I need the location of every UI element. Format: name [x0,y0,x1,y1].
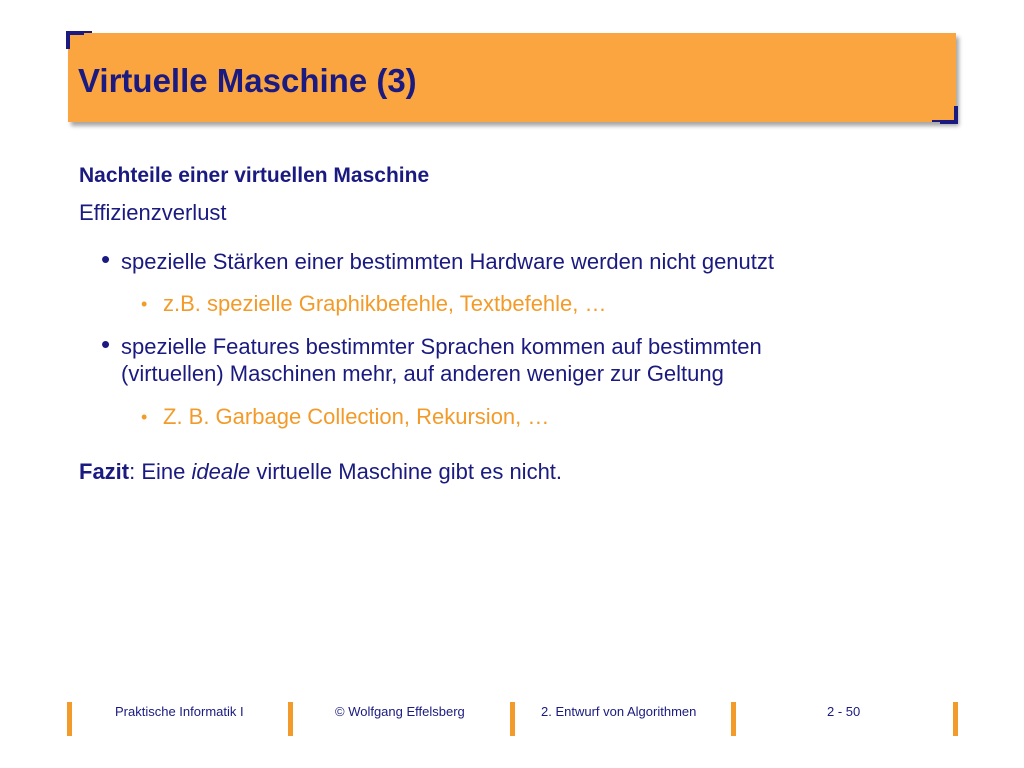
footer-author: © Wolfgang Effelsberg [335,704,465,719]
bullet-text: spezielle Stärken einer bestimmten Hardware werden nicht genutzt [121,249,774,274]
footer-chapter: 2. Entwurf von Algorithmen [541,704,697,719]
footer-divider [67,702,72,736]
conclusion-label: Fazit [79,459,130,484]
bullet-text [121,333,762,387]
conclusion-prefix: : Eine [129,459,192,484]
footer-page-number: 2 - 50 [827,704,861,719]
bullet-dot-icon: • [101,244,111,274]
title-corner-top-left [66,31,84,49]
footer-divider [953,702,958,736]
section-subheading: Effizienzverlust [79,200,227,225]
conclusion-suffix: virtuelle Maschine gibt es nicht. [250,459,563,484]
sub-bullet-text: Z. B. Garbage Collection, Rekursion, … [163,404,550,429]
bullet-text-line: (virtuellen) Maschinen mehr, auf anderen weniger zur Geltung [121,361,724,386]
footer-divider [288,702,293,736]
title-corner-accent-bottom [932,120,952,122]
footer-divider [731,702,736,736]
sub-bullet-dot-icon: • [141,294,148,314]
title-bar [68,33,956,122]
section-heading: Nachteile einer virtuellen Maschine [79,164,430,187]
sub-bullet-dot-icon: • [141,407,148,427]
bullet-text-line: spezielle Features bestimmter Sprachen kommen auf bestimmten [121,334,762,359]
conclusion [79,459,562,485]
page-title: Virtuelle Maschine (3) [78,62,417,99]
conclusion-emphasis: ideale [191,459,251,484]
footer [0,690,1024,740]
footer-divider [510,702,515,736]
sub-bullet-text: z.B. spezielle Graphikbefehle, Textbefehle, … [163,291,607,316]
bullet-dot-icon: • [101,329,111,359]
footer-course: Praktische Informatik I [115,704,244,719]
